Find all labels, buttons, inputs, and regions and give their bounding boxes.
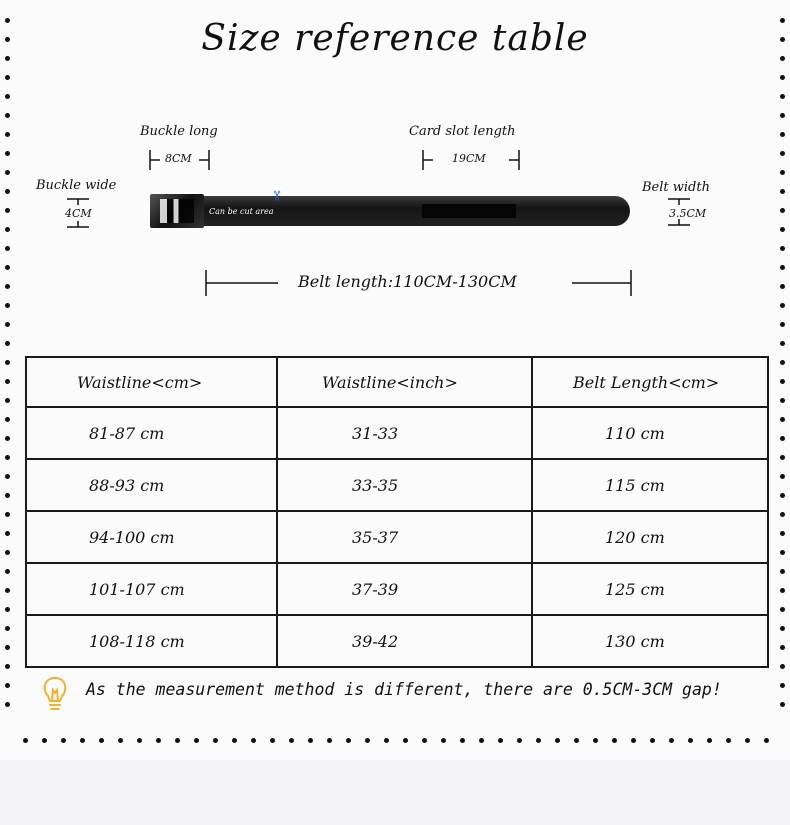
border-dot (593, 738, 598, 743)
border-dot (5, 474, 10, 479)
measurement-note: As the measurement method is different, there are 0.5CM-3CM gap! (86, 680, 722, 699)
border-dot (5, 455, 10, 460)
cell-waist-inch: 37-39 (277, 563, 532, 615)
table-row (26, 615, 768, 667)
header-waistline-cm: Waistline<cm> (26, 357, 277, 407)
border-dot (780, 474, 785, 479)
border-dot (780, 512, 785, 517)
belt-length-label: Belt length:110CM-130CM (298, 272, 517, 291)
cell-waist-cm: 88-93 cm (26, 459, 277, 511)
border-dot (5, 493, 10, 498)
border-dot (232, 738, 237, 743)
border-dot (5, 550, 10, 555)
border-dot (5, 683, 10, 688)
border-dot (5, 417, 10, 422)
lightbulb-icon (40, 674, 70, 714)
border-dot (669, 738, 674, 743)
border-dot (289, 738, 294, 743)
border-dot (5, 360, 10, 365)
border-dot (5, 626, 10, 631)
border-dot (780, 493, 785, 498)
border-dot (23, 738, 28, 743)
header-waistline-inch: Waistline<inch> (277, 357, 532, 407)
border-dot (403, 738, 408, 743)
cut-area-label: Can be cut area (209, 207, 274, 216)
belt-width-value: 3.5CM (669, 207, 707, 220)
border-dot (745, 738, 750, 743)
border-dot (270, 738, 275, 743)
border-dot (346, 738, 351, 743)
border-dot (80, 738, 85, 743)
border-dot (384, 738, 389, 743)
border-dot (688, 738, 693, 743)
belt-width-label: Belt width (642, 180, 710, 195)
table-row (26, 563, 768, 615)
border-dot (308, 738, 313, 743)
table-row (26, 511, 768, 563)
border-dot (422, 738, 427, 743)
cell-waist-cm: 101-107 cm (26, 563, 277, 615)
border-dot (5, 531, 10, 536)
border-dot (726, 738, 731, 743)
border-dot (156, 738, 161, 743)
table-header-row (26, 357, 768, 407)
border-dot (780, 550, 785, 555)
border-dot (5, 702, 10, 707)
border-dot (780, 322, 785, 327)
border-dot (42, 738, 47, 743)
size-table (25, 356, 769, 668)
border-dot (5, 512, 10, 517)
scissors-icon: ✂ (267, 190, 284, 202)
border-dot (780, 664, 785, 669)
border-dot (460, 738, 465, 743)
border-dot (780, 417, 785, 422)
header-belt-length: Belt Length<cm> (532, 357, 768, 407)
border-dot (498, 738, 503, 743)
border-dot (780, 645, 785, 650)
border-dot (118, 738, 123, 743)
border-dot (780, 702, 785, 707)
border-dot (780, 341, 785, 346)
border-dot (5, 436, 10, 441)
cell-belt-length: 130 cm (532, 615, 768, 667)
border-dot (194, 738, 199, 743)
border-dot (780, 436, 785, 441)
border-dot (5, 398, 10, 403)
border-dot (441, 738, 446, 743)
cell-waist-cm: 108-118 cm (26, 615, 277, 667)
border-dot (5, 569, 10, 574)
border-dot (780, 607, 785, 612)
border-dot (536, 738, 541, 743)
border-dot (555, 738, 560, 743)
border-dot (780, 588, 785, 593)
cell-waist-cm: 81-87 cm (26, 407, 277, 459)
border-dot (780, 683, 785, 688)
border-dot (780, 531, 785, 536)
cell-belt-length: 120 cm (532, 511, 768, 563)
border-dot (5, 379, 10, 384)
border-dot (5, 607, 10, 612)
cell-waist-inch: 35-37 (277, 511, 532, 563)
bottom-band (0, 760, 790, 825)
border-dot (61, 738, 66, 743)
card-slot-value: 19CM (452, 152, 486, 165)
border-dot (650, 738, 655, 743)
border-dot (517, 738, 522, 743)
buckle-long-value: 8CM (165, 152, 192, 165)
buckle-plate (160, 199, 194, 223)
cell-belt-length: 115 cm (532, 459, 768, 511)
cell-waist-inch: 31-33 (277, 407, 532, 459)
border-dot (780, 626, 785, 631)
buckle-long-label: Buckle long (140, 124, 218, 139)
border-dot (5, 588, 10, 593)
border-dot (574, 738, 579, 743)
border-dot (631, 738, 636, 743)
border-dot (213, 738, 218, 743)
border-dot (175, 738, 180, 743)
table-row (26, 459, 768, 511)
buckle-wide-label: Buckle wide (36, 178, 117, 193)
border-dot (5, 322, 10, 327)
buckle-wide-value: 4CM (65, 207, 92, 220)
border-dot (251, 738, 256, 743)
border-dot (479, 738, 484, 743)
border-dot (5, 645, 10, 650)
border-dot (780, 455, 785, 460)
cell-belt-length: 110 cm (532, 407, 768, 459)
border-dot (707, 738, 712, 743)
table-row (26, 407, 768, 459)
border-dot (780, 360, 785, 365)
cell-waist-inch: 33-35 (277, 459, 532, 511)
cell-waist-inch: 39-42 (277, 615, 532, 667)
border-dot (365, 738, 370, 743)
page-title: Size reference table (201, 18, 589, 59)
border-dot (764, 738, 769, 743)
cell-waist-cm: 94-100 cm (26, 511, 277, 563)
card-slot (422, 204, 516, 218)
border-dot (5, 341, 10, 346)
cell-belt-length: 125 cm (532, 563, 768, 615)
border-dot (612, 738, 617, 743)
border-dot (99, 738, 104, 743)
border-dot (327, 738, 332, 743)
border-dot (137, 738, 142, 743)
border-dot (780, 379, 785, 384)
border-dot (780, 569, 785, 574)
border-dot (5, 664, 10, 669)
card-slot-label: Card slot length (409, 124, 516, 139)
border-dot (780, 398, 785, 403)
